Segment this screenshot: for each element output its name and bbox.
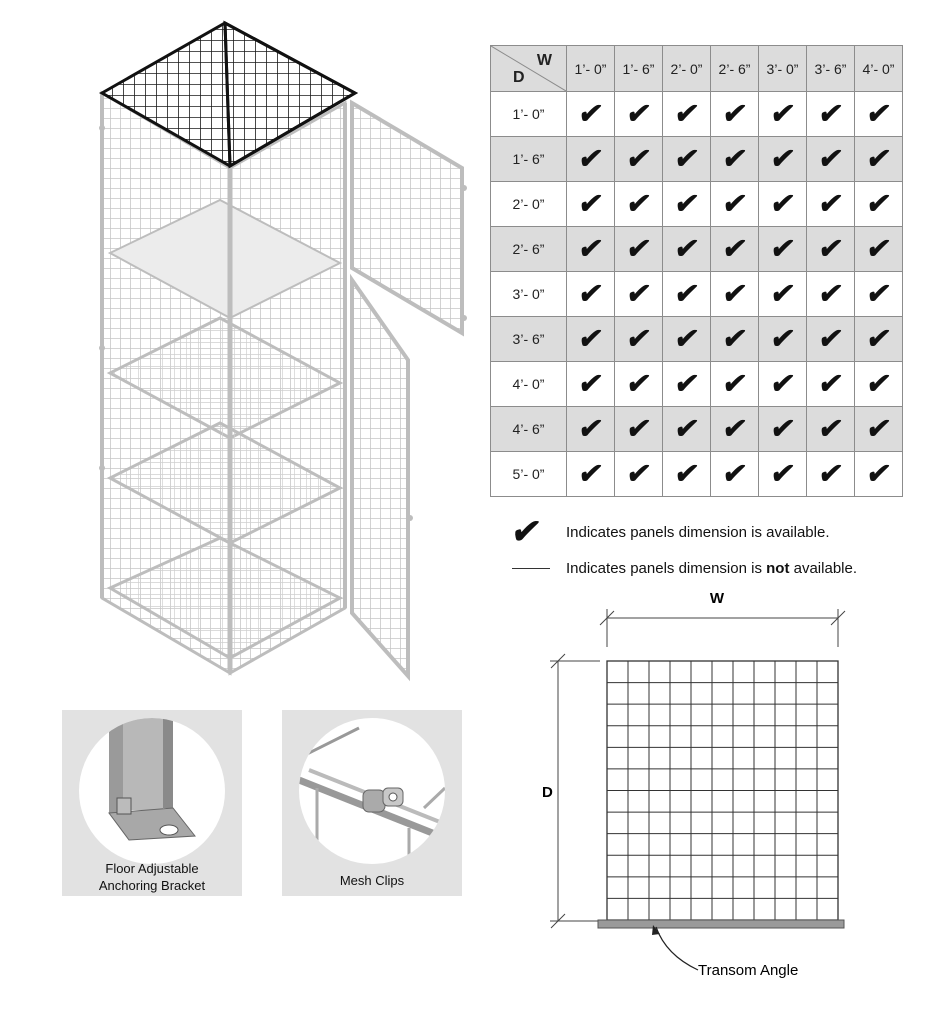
availability-cell (759, 182, 807, 227)
depth-label: 4’- 6” (491, 407, 567, 452)
checkmark-icon: ✔ (672, 458, 702, 489)
depth-label: 1’- 6” (491, 137, 567, 182)
checkmark-icon: ✔ (864, 413, 894, 444)
depth-label: 3’- 6” (491, 317, 567, 362)
diagram-width-label: W (709, 590, 725, 607)
checkmark-icon: ✔ (720, 278, 750, 309)
checkmark-icon: ✔ (672, 98, 702, 129)
depth-label: 4’- 0” (491, 362, 567, 407)
checkmark-icon: ✔ (768, 233, 798, 264)
availability-cell (711, 137, 759, 182)
availability-cell (711, 407, 759, 452)
availability-cell (855, 362, 903, 407)
checkmark-icon: ✔ (624, 278, 654, 309)
availability-cell (663, 137, 711, 182)
availability-cell (855, 452, 903, 497)
checkmark-icon: ✔ (576, 188, 606, 219)
table-header-row (491, 46, 903, 92)
checkmark-icon: ✔ (576, 143, 606, 174)
width-header: 1’- 6” (615, 46, 663, 92)
availability-cell (807, 452, 855, 497)
corner-width-label: W (536, 52, 552, 69)
availability-cell (711, 92, 759, 137)
table-row (491, 407, 903, 452)
availability-cell (567, 272, 615, 317)
checkmark-icon: ✔ (864, 98, 894, 129)
depth-label: 1’- 0” (491, 92, 567, 137)
availability-cell (663, 227, 711, 272)
availability-cell (855, 92, 903, 137)
availability-cell (759, 227, 807, 272)
bracket-image (79, 718, 225, 864)
checkmark-icon: ✔ (576, 458, 606, 489)
checkmark-icon: ✔ (720, 143, 750, 174)
table-row (491, 182, 903, 227)
availability-cell (711, 362, 759, 407)
checkmark-icon: ✔ (864, 278, 894, 309)
checkmark-icon: ✔ (672, 413, 702, 444)
availability-cell (567, 227, 615, 272)
checkmark-icon: ✔ (816, 233, 846, 264)
checkmark-icon: ✔ (864, 368, 894, 399)
table-body (491, 92, 903, 497)
legend-available (508, 513, 830, 551)
availability-cell (807, 92, 855, 137)
availability-cell (615, 137, 663, 182)
clips-caption: Mesh Clips (339, 873, 405, 888)
availability-cell (567, 317, 615, 362)
availability-cell (567, 407, 615, 452)
transom-angle-bar (598, 920, 844, 928)
availability-cell (615, 182, 663, 227)
checkmark-icon: ✔ (624, 143, 654, 174)
legend-not-available (512, 553, 857, 583)
checkmark-icon: ✔ (768, 278, 798, 309)
checkmark-icon: ✔ (816, 368, 846, 399)
table-row (491, 137, 903, 182)
table-row (491, 317, 903, 362)
availability-cell (759, 137, 807, 182)
availability-cell (663, 272, 711, 317)
dash-icon (512, 568, 550, 569)
table-corner-cell (491, 46, 567, 92)
checkmark-icon: ✔ (864, 233, 894, 264)
width-header: 2’- 6” (711, 46, 759, 92)
checkmark-icon: ✔ (864, 323, 894, 354)
checkmark-icon: ✔ (624, 458, 654, 489)
checkmark-icon: ✔ (624, 188, 654, 219)
availability-cell (855, 137, 903, 182)
panel-availability-table (490, 45, 903, 497)
availability-cell (807, 317, 855, 362)
checkmark-icon: ✔ (576, 233, 606, 264)
width-header: 3’- 0” (759, 46, 807, 92)
checkmark-icon: ✔ (576, 323, 606, 354)
locker-upper-door (352, 103, 462, 333)
availability-cell (759, 317, 807, 362)
availability-cell (663, 317, 711, 362)
panel-dimension-diagram (540, 585, 860, 985)
depth-label: 2’- 0” (491, 182, 567, 227)
checkmark-icon: ✔ (672, 323, 702, 354)
checkmark-icon: ✔ (768, 98, 798, 129)
checkmark-icon: ✔ (720, 458, 750, 489)
availability-cell (615, 452, 663, 497)
availability-cell (615, 317, 663, 362)
checkmark-icon: ✔ (720, 368, 750, 399)
availability-cell (567, 137, 615, 182)
clips-image (299, 718, 445, 864)
detail-mesh-clips (282, 710, 462, 896)
availability-cell (663, 452, 711, 497)
availability-cell (711, 182, 759, 227)
legend-available-text: Indicates panels dimension is available. (566, 523, 830, 541)
checkmark-icon: ✔ (576, 413, 606, 444)
availability-cell (759, 362, 807, 407)
checkmark-icon: ✔ (768, 413, 798, 444)
checkmark-icon: ✔ (768, 323, 798, 354)
availability-cell (855, 317, 903, 362)
availability-cell (855, 182, 903, 227)
checkmark-icon: ✔ (816, 458, 846, 489)
checkmark-icon: ✔ (672, 143, 702, 174)
checkmark-icon: ✔ (508, 513, 544, 551)
checkmark-icon: ✔ (720, 188, 750, 219)
availability-cell (711, 452, 759, 497)
availability-cell (855, 272, 903, 317)
availability-cell (711, 272, 759, 317)
width-header: 1’- 0” (567, 46, 615, 92)
checkmark-icon: ✔ (672, 233, 702, 264)
width-header: 3’- 6” (807, 46, 855, 92)
checkmark-icon: ✔ (576, 278, 606, 309)
checkmark-icon: ✔ (816, 323, 846, 354)
checkmark-icon: ✔ (624, 323, 654, 354)
availability-cell (855, 227, 903, 272)
availability-cell (807, 182, 855, 227)
transom-angle-label: Transom Angle (698, 962, 799, 979)
availability-cell (663, 362, 711, 407)
locker-lower-door (352, 280, 408, 676)
checkmark-icon: ✔ (720, 233, 750, 264)
availability-cell (567, 182, 615, 227)
checkmark-icon: ✔ (816, 413, 846, 444)
width-header: 4’- 0” (855, 46, 903, 92)
availability-cell (567, 452, 615, 497)
table-row (491, 227, 903, 272)
availability-cell (615, 272, 663, 317)
availability-cell (855, 407, 903, 452)
availability-cell (567, 92, 615, 137)
availability-cell (759, 272, 807, 317)
table-row (491, 452, 903, 497)
corner-depth-label: D (513, 69, 525, 86)
availability-cell (711, 227, 759, 272)
checkmark-icon: ✔ (672, 278, 702, 309)
availability-cell (663, 92, 711, 137)
availability-cell (759, 92, 807, 137)
checkmark-icon: ✔ (816, 143, 846, 174)
availability-cell (615, 362, 663, 407)
detail-anchoring-bracket (62, 710, 242, 896)
availability-cell (807, 362, 855, 407)
availability-cell (615, 407, 663, 452)
checkmark-icon: ✔ (768, 368, 798, 399)
checkmark-icon: ✔ (864, 458, 894, 489)
checkmark-icon: ✔ (576, 98, 606, 129)
checkmark-icon: ✔ (624, 98, 654, 129)
checkmark-icon: ✔ (720, 413, 750, 444)
availability-cell (807, 137, 855, 182)
table-row (491, 92, 903, 137)
checkmark-icon: ✔ (576, 368, 606, 399)
checkmark-icon: ✔ (624, 368, 654, 399)
checkmark-icon: ✔ (864, 143, 894, 174)
depth-label: 3’- 0” (491, 272, 567, 317)
checkmark-icon: ✔ (816, 278, 846, 309)
locker-illustration (90, 18, 470, 688)
availability-cell (759, 452, 807, 497)
checkmark-icon: ✔ (672, 368, 702, 399)
table-row (491, 272, 903, 317)
availability-cell (807, 272, 855, 317)
checkmark-icon: ✔ (816, 98, 846, 129)
depth-label: 5’- 0” (491, 452, 567, 497)
checkmark-icon: ✔ (768, 143, 798, 174)
bracket-caption-line2: Anchoring Bracket (98, 878, 206, 893)
availability-cell (711, 317, 759, 362)
table-row (491, 362, 903, 407)
availability-cell (663, 182, 711, 227)
mesh-clip-icon (299, 718, 445, 864)
checkmark-icon: ✔ (768, 458, 798, 489)
checkmark-icon: ✔ (816, 188, 846, 219)
checkmark-icon: ✔ (624, 233, 654, 264)
diagram-depth-label: D (542, 784, 553, 801)
width-header: 2’- 0” (663, 46, 711, 92)
checkmark-icon: ✔ (768, 188, 798, 219)
checkmark-icon: ✔ (624, 413, 654, 444)
bracket-caption-line1: Floor Adjustable (105, 861, 199, 876)
availability-cell (759, 407, 807, 452)
legend-not-available-text: Indicates panels dimension is not available. (566, 559, 857, 577)
corner-diagonal (491, 46, 566, 91)
anchoring-bracket-icon (79, 718, 225, 864)
availability-cell (807, 227, 855, 272)
depth-label: 2’- 6” (491, 227, 567, 272)
availability-cell (567, 362, 615, 407)
checkmark-icon: ✔ (720, 323, 750, 354)
checkmark-icon: ✔ (720, 98, 750, 129)
availability-cell (615, 227, 663, 272)
availability-cell (663, 407, 711, 452)
availability-cell (807, 407, 855, 452)
availability-cell (615, 92, 663, 137)
checkmark-icon: ✔ (864, 188, 894, 219)
checkmark-icon: ✔ (672, 188, 702, 219)
panel-mesh-grid (607, 661, 838, 920)
